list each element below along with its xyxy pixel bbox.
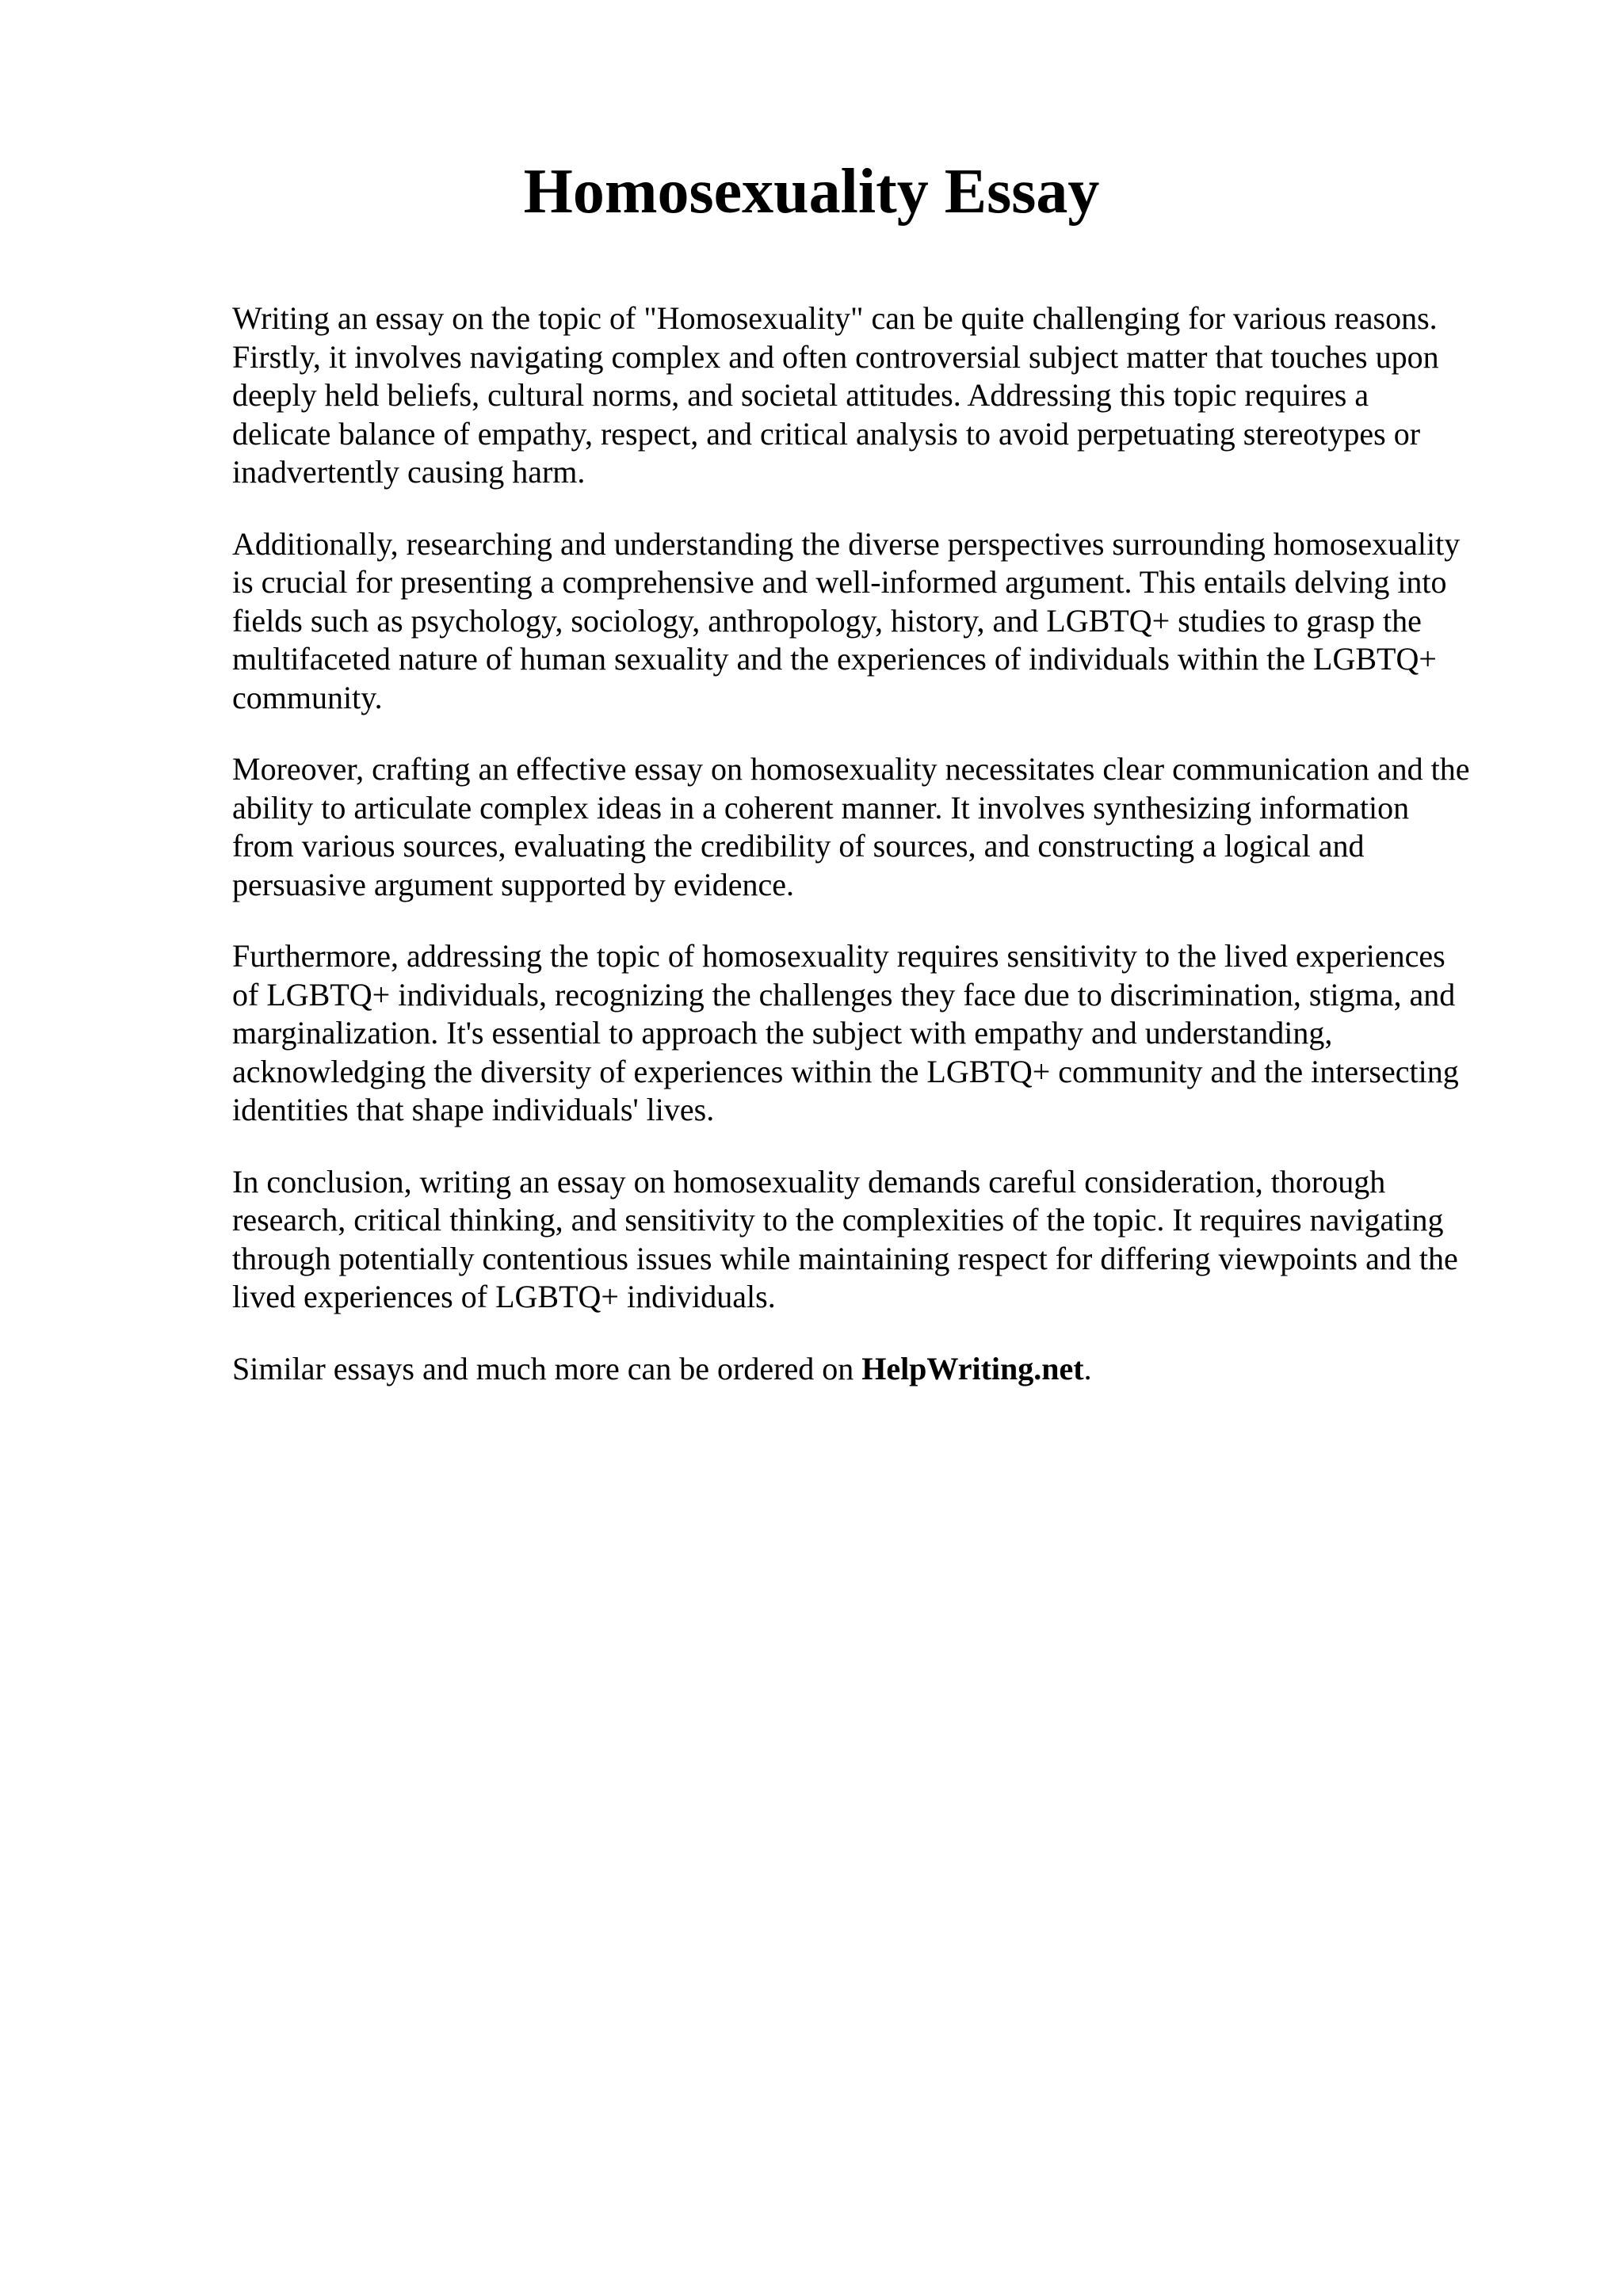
paragraph-line: of LGBTQ+ individuals, recognizing the challenges they face due to discrimination, stigma, and bbox=[232, 976, 1456, 1013]
paragraph-line: marginalization. It's essential to approach the subject with empathy and understanding, bbox=[232, 1015, 1333, 1051]
paragraph-4 bbox=[232, 937, 1532, 1130]
paragraph-line: community. bbox=[232, 679, 383, 715]
page-title: Homosexuality Essay bbox=[523, 157, 1100, 227]
paragraph-line: inadvertently causing harm. bbox=[232, 454, 586, 490]
paragraph-line: delicate balance of empathy, respect, and critical analysis to avoid perpetuating stereotypes or bbox=[232, 415, 1421, 452]
paragraph-line: Furthermore, addressing the topic of homosexuality requires sensitivity to the lived experiences bbox=[232, 938, 1445, 974]
paragraph-line: persuasive argument supported by evidence. bbox=[232, 866, 795, 902]
paragraph-line: from various sources, evaluating the credibility of sources, and constructing a logical and bbox=[232, 828, 1365, 864]
paragraph-line: Moreover, crafting an effective essay on homosexuality necessitates clear communication and the bbox=[232, 751, 1470, 787]
paragraph-line: acknowledging the diversity of experiences within the LGBTQ+ community and the intersecting bbox=[232, 1053, 1459, 1089]
paragraph-line: is crucial for presenting a comprehensive and well-informed argument. This entails delving into bbox=[232, 564, 1447, 600]
paragraph-line: multifaceted nature of human sexuality and the experiences of individuals within the LGBTQ+ bbox=[232, 641, 1437, 677]
helpwriting-link[interactable]: HelpWriting.net bbox=[861, 1350, 1084, 1386]
paragraph-line: fields such as psychology, sociology, anthropology, history, and LGBTQ+ studies to grasp the bbox=[232, 602, 1422, 639]
cta-paragraph bbox=[232, 1350, 1532, 1389]
paragraph-3 bbox=[232, 750, 1532, 904]
paragraph-line: through potentially contentious issues while maintaining respect for differing viewpoints and the bbox=[232, 1240, 1458, 1276]
paragraph-line: ability to articulate complex ideas in a coherent manner. It involves synthesizing information bbox=[232, 789, 1410, 826]
paragraph-line: Additionally, researching and understanding the diverse perspectives surrounding homosexuality bbox=[232, 525, 1461, 562]
paragraph-line: In conclusion, writing an essay on homosexuality demands careful consideration, thorough bbox=[232, 1163, 1386, 1199]
paragraph-line: research, critical thinking, and sensitivity to the complexities of the topic. It requires navigating bbox=[232, 1202, 1444, 1238]
paragraph-line: Writing an essay on the topic of "Homosexuality" can be quite challenging for various reasons. bbox=[232, 300, 1438, 336]
paragraph-2 bbox=[232, 525, 1532, 718]
paragraph-5 bbox=[232, 1163, 1532, 1317]
paragraph-line: identities that shape individuals' lives. bbox=[232, 1092, 715, 1127]
essay-body bbox=[232, 299, 1532, 1421]
paragraph-1 bbox=[232, 299, 1532, 492]
paragraph-line: Firstly, it involves navigating complex and often controversial subject matter that touches upon bbox=[232, 338, 1439, 375]
paragraph-line: deeply held beliefs, cultural norms, and societal attitudes. Addressing this topic requires a bbox=[232, 377, 1369, 413]
paragraph-line: lived experiences of LGBTQ+ individuals. bbox=[232, 1279, 776, 1314]
cta-suffix: . bbox=[1083, 1350, 1092, 1386]
cta-text: Similar essays and much more can be ordered on bbox=[232, 1350, 854, 1386]
